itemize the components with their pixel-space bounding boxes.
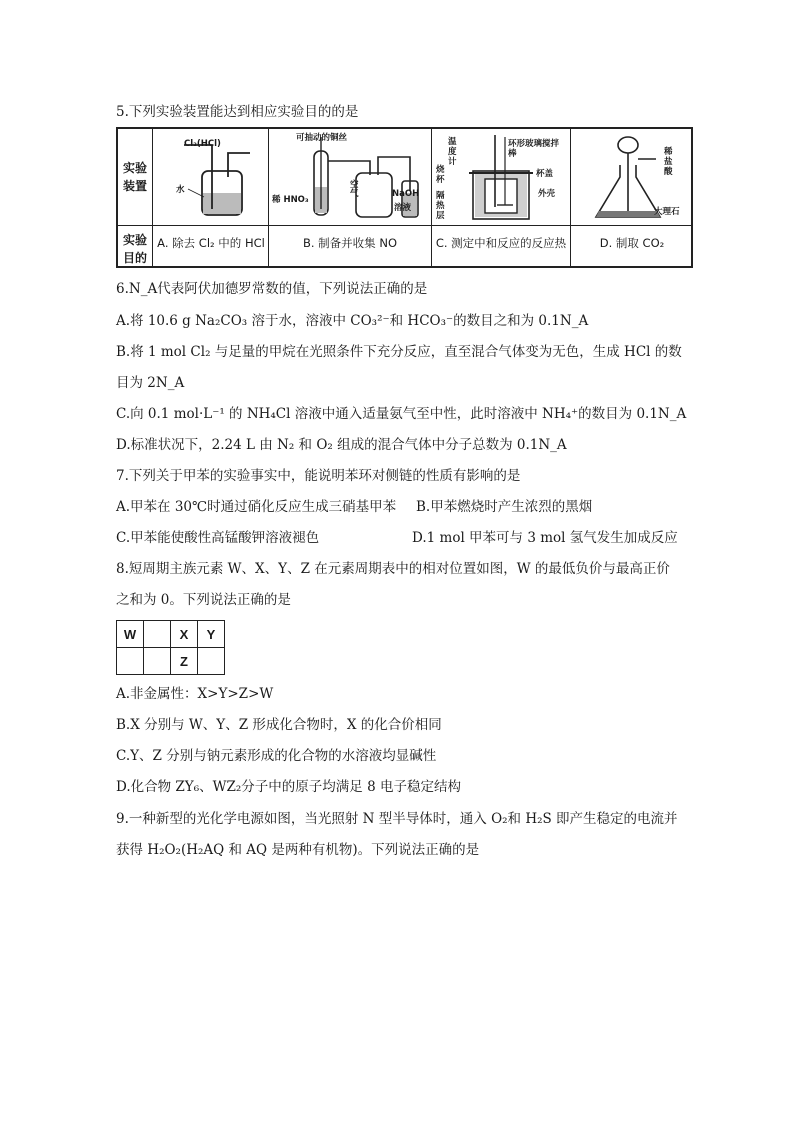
label-solution: 溶液 <box>394 203 412 213</box>
row-label-line: 装置 <box>122 179 147 193</box>
q8-stem-cont: 之和为 0。下列说法正确的是 <box>116 592 291 608</box>
q7-option-d: D.1 mol 甲苯可与 3 mol 氢气发生加成反应 <box>412 530 678 546</box>
row-label-apparatus <box>118 159 152 195</box>
apparatus-table <box>116 127 693 268</box>
table-col-divider <box>570 129 571 266</box>
q6-option-b-cont: 目为 2N_A <box>116 375 185 391</box>
periodic-table-fragment <box>116 620 225 675</box>
q5-stem: 5.下列实验装置能达到相应实验目的的是 <box>116 104 359 120</box>
row-label-line: 实验 <box>122 233 147 247</box>
q6-stem: 6.N_A代表阿伏加德罗常数的值，下列说法正确的是 <box>116 281 428 297</box>
label-beaker: 烧杯 <box>436 165 445 185</box>
cell-w: W <box>117 621 144 648</box>
purpose-d: D. 制取 CO₂ <box>599 236 665 250</box>
label-lid: 杯盖 <box>536 169 554 179</box>
q6-option-c: C.向 0.1 mol·L⁻¹ 的 NH₄Cl 溶液中通入适量氨气至中性，此时溶液中 NH₄⁺的数目为 0.1N_A <box>116 406 687 422</box>
q8-option-d: D.化合物 ZY₆、WZ₂分子中的原子均满足 8 电子稳定结构 <box>116 779 461 795</box>
cell-y: Y <box>198 621 225 648</box>
label-water: 水 <box>176 185 185 195</box>
cell-empty <box>144 648 171 675</box>
row-label-line: 实验 <box>122 161 147 175</box>
label-dilute-hno3: 稀 HNO₃ <box>272 195 309 205</box>
label-air: 空气 <box>350 180 359 199</box>
q6-option-d: D.标准状况下，2.24 L 由 N₂ 和 O₂ 组成的混合气体中分子总数为 0.1N_A <box>116 437 567 453</box>
q9-stem-cont: 获得 H₂O₂(H₂AQ 和 AQ 是两种有机物)。下列说法正确的是 <box>116 842 480 858</box>
q6-option-b: B.将 1 mol Cl₂ 与足量的甲烷在光照条件下充分反应，直至混合气体变为无色，生成 HCl 的数 <box>116 344 682 360</box>
table-col-divider <box>431 129 432 266</box>
q7-option-b: B.甲苯燃烧时产生浓烈的黑烟 <box>416 499 593 515</box>
q7-stem: 7.下列关于甲苯的实验事实中，能说明苯环对侧链的性质有影响的是 <box>116 468 521 484</box>
label-shell: 外壳 <box>538 189 556 199</box>
label-stirrer: 环形玻璃搅拌棒 <box>508 139 560 159</box>
purpose-a: A. 除去 Cl₂ 中的 HCl <box>157 236 265 250</box>
label-thermometer: 温度计 <box>448 137 457 167</box>
q8-option-b: B.X 分别与 W、Y、Z 形成化合物时，X 的化合价相同 <box>116 717 442 733</box>
cell-x: X <box>171 621 198 648</box>
q8-option-c: C.Y、Z 分别与钠元素形成的化合物的水溶液均显碱性 <box>116 748 437 764</box>
label-cl2-hcl: Cl₂(HCl) <box>184 139 221 149</box>
purpose-c: C. 测定中和反应的反应热 <box>435 236 567 250</box>
q6-option-a: A.将 10.6 g Na₂CO₃ 溶于水，溶液中 CO₃²⁻和 HCO₃⁻的数目之和为 0.1N_A <box>116 313 589 329</box>
label-naoh: NaOH <box>392 189 420 199</box>
q9-stem: 9.一种新型的光化学电源如图，当光照射 N 型半导体时，通入 O₂和 H₂S 即产生稳定的电流并 <box>116 811 678 827</box>
table-col-divider <box>152 129 153 266</box>
table-col-divider <box>268 129 269 266</box>
label-insulation: 隔热层 <box>436 191 445 221</box>
cell-empty <box>117 648 144 675</box>
table-row-divider <box>118 225 691 226</box>
label-copper-wire: 可抽动的铜丝 <box>296 133 348 143</box>
cell-empty <box>198 648 225 675</box>
label-marble: 大理石 <box>654 207 680 217</box>
q8-option-a: A.非金属性：X>Y>Z>W <box>116 686 274 702</box>
label-dilute-hcl: 稀盐酸 <box>664 147 673 177</box>
purpose-b: B. 制备并收集 NO <box>302 236 397 250</box>
row-label-line: 目的 <box>122 251 147 265</box>
q7-option-a: A.甲苯在 30℃时通过硝化反应生成三硝基甲苯 <box>116 499 397 515</box>
q8-stem: 8.短周期主族元素 W、X、Y、Z 在元素周期表中的相对位置如图，W 的最低负价与最高正价 <box>116 561 670 577</box>
row-label-purpose <box>118 231 152 267</box>
cell-z: Z <box>171 648 198 675</box>
cell-empty <box>144 621 171 648</box>
q7-option-c: C.甲苯能使酸性高锰酸钾溶液褪色 <box>116 530 320 546</box>
